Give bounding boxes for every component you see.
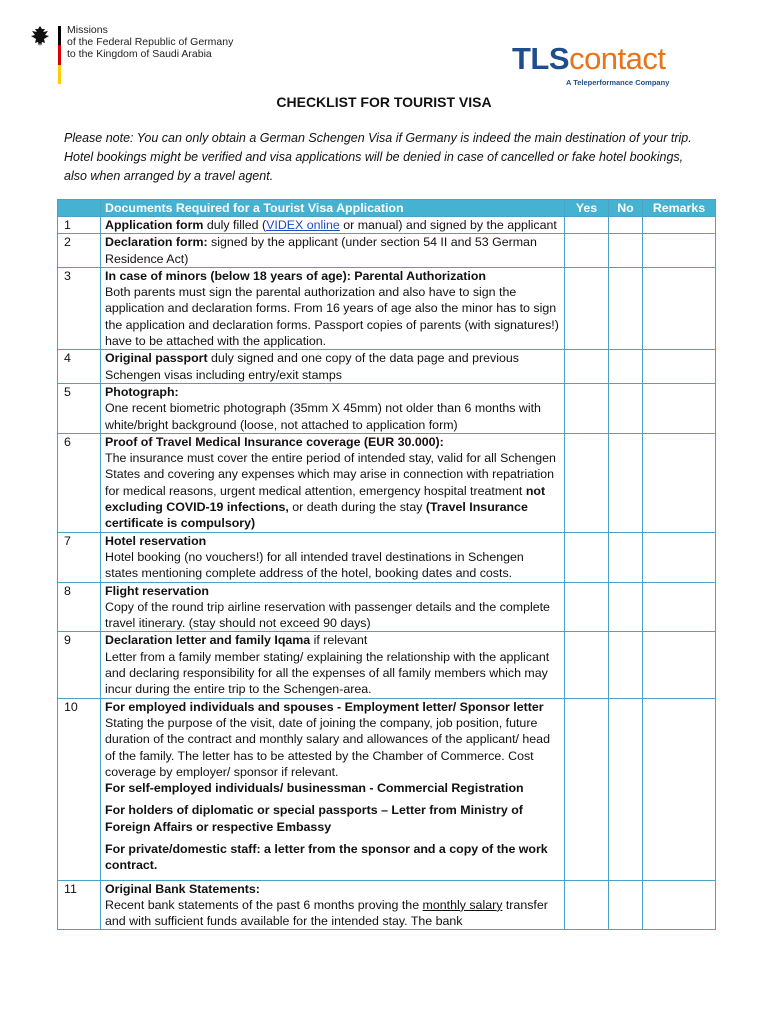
remarks-cell[interactable] [643, 267, 716, 349]
row-number: 8 [58, 582, 101, 632]
row-number: 4 [58, 350, 101, 384]
german-flag-bar [58, 26, 61, 84]
no-checkbox-cell[interactable] [609, 880, 643, 930]
no-checkbox-cell[interactable] [609, 350, 643, 384]
remarks-cell[interactable] [643, 632, 716, 698]
table-row [58, 433, 716, 532]
row-description: Photograph: One recent biometric photograph (35mm X 45mm) not older than 6 months with white/bright background (loose, not attached to application form) [101, 383, 565, 433]
header-number-cell [58, 200, 101, 217]
videx-online-link[interactable]: VIDEX online [266, 218, 340, 232]
no-checkbox-cell[interactable] [609, 532, 643, 582]
table-header-row [58, 200, 716, 217]
yes-checkbox-cell[interactable] [565, 582, 609, 632]
yes-checkbox-cell[interactable] [565, 698, 609, 880]
row-number: 1 [58, 217, 101, 234]
table-row [58, 698, 716, 880]
row-number: 7 [58, 532, 101, 582]
row-description: Declaration letter and family Iqama if relevant Letter from a family member stating/ explaining the relationship with the applicant and declaring responsibility for all the expenses of all family members which may incur during the entire trip to the Schengen-area. [101, 632, 565, 698]
row-number: 3 [58, 267, 101, 349]
tlscontact-logo: TLScontact [512, 41, 666, 76]
yes-checkbox-cell[interactable] [565, 433, 609, 532]
header-remarks: Remarks [643, 200, 716, 217]
header-yes: Yes [565, 200, 609, 217]
remarks-cell[interactable] [643, 532, 716, 582]
remarks-cell[interactable] [643, 383, 716, 433]
remarks-cell[interactable] [643, 698, 716, 880]
row-description: Proof of Travel Medical Insurance coverage (EUR 30.000): The insurance must cover the entire period of intended stay, valid for all Schengen States and covering any expenses which may arise in connection with repatriation for medical reasons, urgent medical attention, emergency hospital treatment not excluding COVID-19 infections, or death during the stay (Travel Insurance certificate is compulsory) [101, 433, 565, 532]
no-checkbox-cell[interactable] [609, 234, 643, 268]
row-description: Original Bank Statements: Recent bank statements of the past 6 months proving the monthly salary transfer and with sufficient funds available for the intended stay. The bank [101, 880, 565, 930]
page-title: CHECKLIST FOR TOURIST VISA [276, 94, 492, 110]
remarks-cell[interactable] [643, 433, 716, 532]
row-number: 10 [58, 698, 101, 880]
table-row [58, 217, 716, 234]
row-number: 9 [58, 632, 101, 698]
table-row [58, 532, 716, 582]
yes-checkbox-cell[interactable] [565, 532, 609, 582]
table-row [58, 880, 716, 930]
tlscontact-tagline: A Teleperformance Company [566, 78, 670, 87]
row-description: Hotel reservation Hotel booking (no vouchers!) for all intended travel destinations in Schengen states mentioning complete address of the hotel, booking dates and costs. [101, 532, 565, 582]
no-checkbox-cell[interactable] [609, 383, 643, 433]
row-number: 11 [58, 880, 101, 930]
remarks-cell[interactable] [643, 234, 716, 268]
remarks-cell[interactable] [643, 217, 716, 234]
header-no: No [609, 200, 643, 217]
yes-checkbox-cell[interactable] [565, 267, 609, 349]
german-eagle-icon [27, 24, 53, 50]
no-checkbox-cell[interactable] [609, 698, 643, 880]
row-description: Declaration form: signed by the applicant (under section 54 II and 53 German Residence Act) [101, 234, 565, 268]
no-checkbox-cell[interactable] [609, 433, 643, 532]
remarks-cell[interactable] [643, 880, 716, 930]
no-checkbox-cell[interactable] [609, 632, 643, 698]
row-number: 6 [58, 433, 101, 532]
table-row [58, 234, 716, 268]
no-checkbox-cell[interactable] [609, 582, 643, 632]
row-number: 2 [58, 234, 101, 268]
yes-checkbox-cell[interactable] [565, 217, 609, 234]
row-number: 5 [58, 383, 101, 433]
table-row [58, 350, 716, 384]
mission-name: Missions of the Federal Republic of Germany to the Kingdom of Saudi Arabia [67, 24, 234, 60]
row-description: Application form duly filled (VIDEX online or manual) and signed by the applicant [101, 217, 565, 234]
yes-checkbox-cell[interactable] [565, 383, 609, 433]
table-row [58, 267, 716, 349]
no-checkbox-cell[interactable] [609, 267, 643, 349]
row-description: For employed individuals and spouses - Employment letter/ Sponsor letter Stating the purpose of the visit, date of joining the company, job position, future duration of the contract and monthly salary and allowances of the applicant/ head of the family. The letter has to be attested by the Chamber of Commerce. Cost coverage by employer/ sponsor if relevant. For self-employed individuals/ businessman - Commercial Registration For holders of diplomatic or special passports – Letter from Ministry of Foreign Affairs or respective Embassy For private/domestic staff: a letter from the sponsor and a copy of the work contract. [101, 698, 565, 880]
remarks-cell[interactable] [643, 582, 716, 632]
checklist-table [57, 199, 716, 930]
yes-checkbox-cell[interactable] [565, 350, 609, 384]
no-checkbox-cell[interactable] [609, 217, 643, 234]
important-note: Please note: You can only obtain a German Schengen Visa if Germany is indeed the main destination of your trip. Hotel bookings might be verified and visa applications will be denied in case of cancelled or fake hotel bookings, also when arranged by a travel agent. [64, 131, 692, 183]
header-documents: Documents Required for a Tourist Visa Application [101, 200, 565, 217]
row-description: Original passport duly signed and one copy of the data page and previous Schengen visas including entry/exit stamps [101, 350, 565, 384]
yes-checkbox-cell[interactable] [565, 632, 609, 698]
table-row [58, 632, 716, 698]
yes-checkbox-cell[interactable] [565, 234, 609, 268]
table-row [58, 582, 716, 632]
yes-checkbox-cell[interactable] [565, 880, 609, 930]
row-description: Flight reservation Copy of the round trip airline reservation with passenger details and the complete travel itinerary. (stay should not exceed 90 days) [101, 582, 565, 632]
row-description: In case of minors (below 18 years of age): Parental Authorization Both parents must sign the parental authorization and also have to sign the application and declaration forms. From 16 years of age also the minor has to sign the application and declaration forms. Passport copies of parents (with signatures!) have to be attached with the application. [101, 267, 565, 349]
table-row [58, 383, 716, 433]
remarks-cell[interactable] [643, 350, 716, 384]
